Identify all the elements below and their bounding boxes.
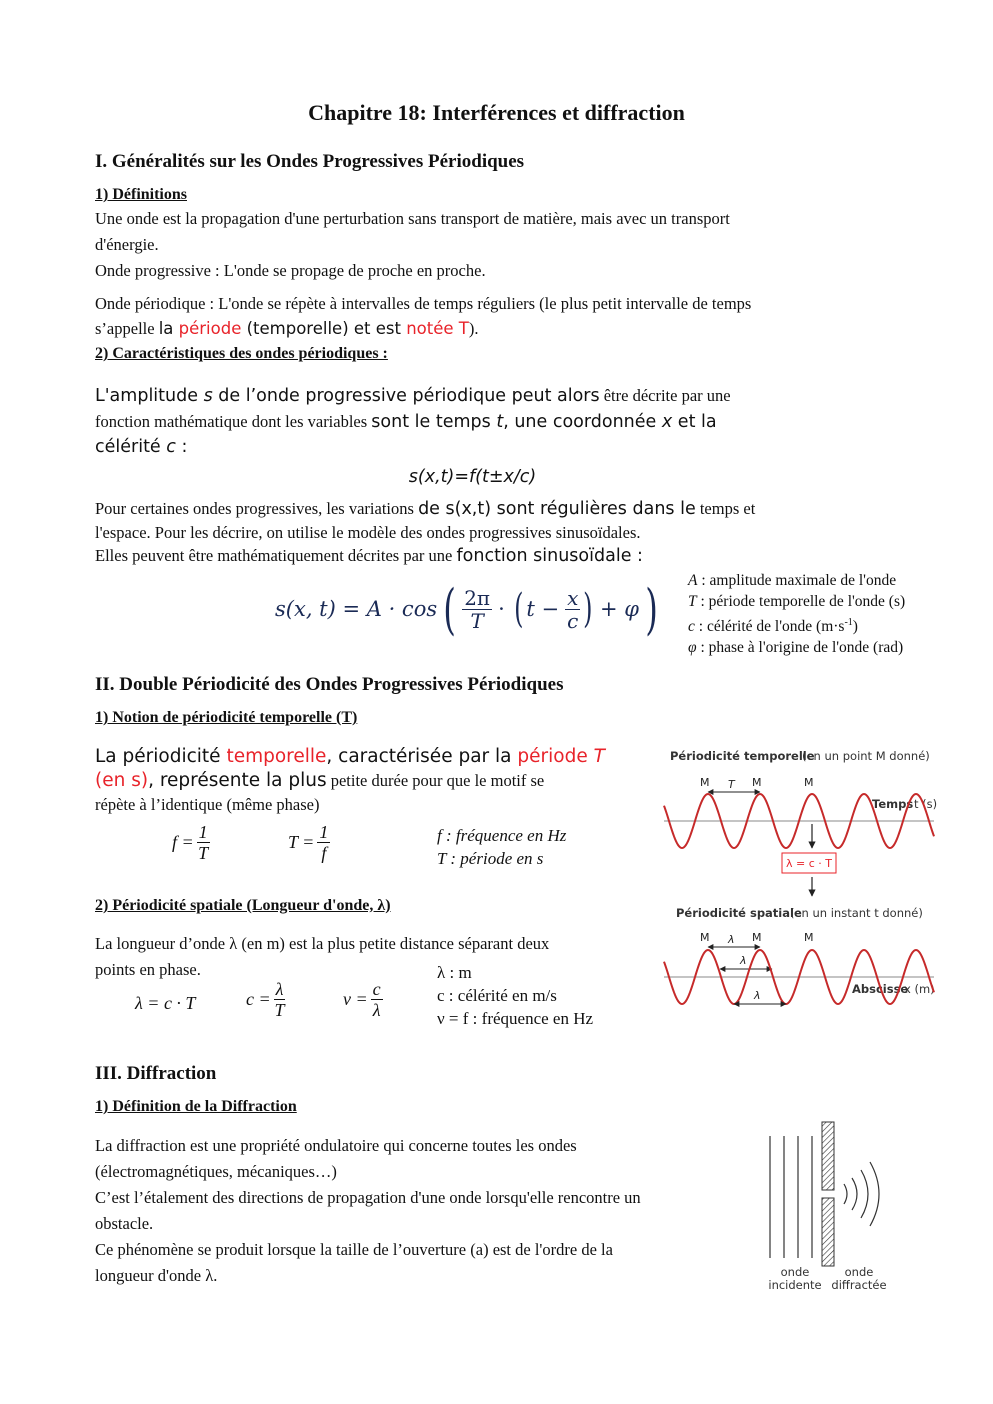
formula-T: T = $\frac{1}{f}$ [288, 822, 329, 863]
amp-x: x [661, 412, 673, 432]
lambda-box-text: λ = c · T [786, 857, 832, 870]
subsection-diffraction: 1) Définition de la Diffraction [95, 1098, 297, 1115]
section-1-heading: I. Généralités sur les Ondes Progressives Périodiques [95, 151, 525, 172]
amplitude-line-2 [95, 409, 895, 435]
fig2-M3: M [804, 931, 814, 944]
legend-phi: φ : phase à l'origine de l'onde (rad) [688, 639, 904, 657]
fig2-lambda-3: λ [754, 989, 761, 1002]
section-3-heading: III. Diffraction [95, 1063, 217, 1084]
math-serif: Elles peuvent être mathématiquement décrites par une [95, 546, 453, 565]
definition-text [95, 206, 730, 284]
legend-A: A : amplitude maximale de l'onde [688, 572, 897, 589]
periodicity-figure [662, 744, 942, 1026]
formula-x: x [567, 585, 579, 610]
sinusoidal-intro [95, 497, 925, 568]
fig1-M3: M [804, 776, 814, 789]
progressive-def: Onde progressive : L'onde se propage de proche en proche. [95, 261, 486, 280]
certain-serif-1: Pour certaines ondes progressives, les variations [95, 499, 414, 518]
diffraction-line-3: C’est l’étalement des directions de propagation d'une onde lorsqu'elle rencontre un [95, 1188, 641, 1207]
paren-close-inner: ) [583, 586, 593, 632]
obstacle-top [822, 1122, 834, 1190]
fig2-title2: (en un instant t donné) [790, 906, 923, 920]
legend-c: c : célérité de l'onde $(m\cdot s^{-1})$ [688, 617, 858, 636]
label-onde-diffractee-1: onde [844, 1265, 874, 1279]
fig2-lambda-1: λ [728, 933, 735, 946]
formula-lambda: λ = c · T [135, 993, 196, 1013]
amp-part-7: : [181, 437, 188, 457]
diffraction-line-1: La diffraction est une propriété ondulatoire qui concerne toutes les ondes [95, 1136, 577, 1155]
diffraction-line-4: obstacle. [95, 1214, 154, 1233]
diffraction-line-2: (électromagnétiques, mécaniques…) [95, 1162, 337, 1181]
amp-part-1: L'amplitude [95, 386, 198, 406]
amp-serif-2: fonction mathématique dont les variables [95, 412, 368, 431]
diffracted-front-2 [852, 1178, 857, 1210]
freq-legend-2: T : période en s [437, 849, 544, 868]
fig1-title: Périodicité temporelle [670, 749, 815, 763]
amp-t: t [496, 412, 504, 432]
math-sans: fonction sinusoïdale : [456, 546, 643, 566]
periodic-mid: (temporelle) et est [246, 319, 401, 338]
temporal-text [95, 745, 655, 817]
fig1-axis-label2: t (s) [914, 797, 938, 811]
en-s: (en s) [95, 770, 149, 791]
label-onde-diffractee-2: diffractée [831, 1278, 887, 1292]
temporal-line-1: La périodicité temporelle, caractérisée par la période T [95, 746, 605, 767]
periodic-line-1: Onde périodique : L'onde se répète à intervalles de temps réguliers (le plus petit intervalle de temps [95, 294, 752, 313]
periodic-pre: s’appelle [95, 319, 155, 338]
periodic-la: la [158, 319, 174, 338]
formula-T: T [470, 608, 484, 633]
periodic-line-2 [95, 316, 751, 341]
diffraction-text [95, 1133, 641, 1289]
diffracted-front-3 [861, 1170, 868, 1218]
notee-T: notée T [406, 319, 469, 338]
cosine-formula [275, 578, 662, 640]
amp-s: s [203, 386, 213, 406]
periodic-end: ). [468, 319, 479, 338]
label-onde-incidente-1: onde [780, 1265, 810, 1279]
formula-c: c [567, 608, 579, 633]
amp-serif-1: être décrite par une [603, 386, 731, 405]
formula-s-xt: s(x,t)=f(t±x/c) [408, 467, 537, 487]
formula-c: c = $\frac{\lambda}{T}$ [246, 979, 285, 1020]
obstacle-bottom [822, 1198, 834, 1266]
periode-term-2: période [517, 746, 588, 767]
definition-line-1: Une onde est la propagation d'une perturbation sans transport de matière, mais avec un transport [95, 209, 730, 228]
certain-serif-2: temps et [699, 499, 756, 518]
temporal-line-2: (en s), représente la plus petite durée pour que le motif se [95, 770, 545, 791]
subsection-spatiale: 2) Périodicité spatiale (Longueur d'onde, λ) [95, 897, 391, 914]
spatial-line-1: La longueur d’onde λ (en m) est la plus petite distance séparant deux [95, 934, 550, 953]
spatial-legend-3: ν = f : fréquence en Hz [437, 1009, 594, 1028]
formula-lhs: s(x, t) = A · cos [275, 597, 438, 621]
amplitude-text [95, 383, 895, 460]
formula-nu: ν = $\frac{c}{\lambda}$ [343, 979, 381, 1020]
amp-part-2: de l’onde progressive périodique peut alors [218, 386, 600, 406]
sinusoidal-line-2: l'espace. Pour les décrire, on utilise le modèle des ondes progressives sinusoïdales. [95, 523, 641, 542]
fig2-axis-label2: x (m) [904, 982, 935, 996]
diffraction-line-5: Ce phénomène se produit lorsque la taille de l’ouverture (a) est de l'ordre de la [95, 1240, 613, 1259]
diffraction-figure [762, 1118, 897, 1298]
label-onde-incidente-2: incidente [768, 1278, 822, 1292]
temporelle-term: temporelle [226, 746, 327, 767]
subsection-caracteristiques: 2) Caractéristiques des ondes périodiques : [95, 345, 388, 362]
formula-phi: + φ [599, 597, 639, 621]
fig2-M1: M [700, 931, 710, 944]
formula-t: t − [526, 597, 560, 621]
temporal-line-3: répète à l’identique (même phase) [95, 795, 320, 814]
amp-part-6: célérité [95, 437, 161, 457]
page-title: Chapitre 18: Interférences et diffraction [308, 100, 685, 125]
fig2-axis-label: Abscisse [852, 982, 909, 996]
spatial-legend-1: λ : m [437, 963, 472, 982]
section-2-heading: II. Double Périodicité des Ondes Progressives Périodiques [95, 674, 564, 695]
fig1-M2: M [752, 776, 762, 789]
amplitude-line-3 [95, 435, 895, 460]
spatial-line-2: points en phase. [95, 960, 201, 979]
fig1-title2: (en un point M donné) [802, 749, 930, 763]
diffraction-line-6: longueur d'onde λ. [95, 1266, 218, 1285]
amp-c: c [166, 437, 176, 457]
formula-dot: · [498, 597, 505, 621]
amplitude-line-1 [95, 383, 895, 409]
amp-part-4: , une coordonnée [503, 412, 657, 432]
formula-legend [688, 570, 905, 658]
subsection-temporelle: 1) Notion de périodicité temporelle (T) [95, 709, 358, 726]
spatial-legend [437, 961, 593, 1030]
amp-part-5: et la [677, 412, 717, 432]
paren-close: ) [645, 577, 658, 641]
spatial-legend-2: c : célérité en m/s [437, 986, 557, 1005]
legend-T: T : période temporelle de l'onde (s) [688, 593, 906, 610]
diffracted-front-1 [844, 1184, 847, 1204]
fig1-T-label: T [728, 778, 735, 791]
fig2-title: Périodicité spatiale [676, 906, 802, 920]
formula-2pi: 2π [464, 585, 491, 610]
fig2-lambda-2: λ [740, 954, 747, 967]
amp-part-3: sont le temps [371, 412, 491, 432]
formula-f: f = $\frac{1}{T}$ [172, 822, 209, 863]
sinusoidal-line-1 [95, 497, 925, 521]
paren-open: ( [443, 577, 456, 641]
freq-legend-1: f : fréquence en Hz [437, 826, 567, 845]
periodic-def [95, 291, 751, 341]
paren-open-inner: ( [513, 586, 524, 632]
period-T: T [593, 746, 605, 767]
fig1-M1: M [700, 776, 710, 789]
fig1-axis-label: Temps [872, 797, 914, 811]
definition-line-2: d'énergie. [95, 235, 159, 254]
diffracted-front-4 [870, 1162, 879, 1226]
sinusoidal-line-3 [95, 544, 925, 568]
freq-legend [437, 824, 566, 870]
periode-term: période [178, 319, 242, 338]
fig2-M2: M [752, 931, 762, 944]
certain-sans: de s(x,t) sont régulières dans le [418, 499, 696, 519]
subsection-definitions: 1) Définitions [95, 186, 187, 203]
